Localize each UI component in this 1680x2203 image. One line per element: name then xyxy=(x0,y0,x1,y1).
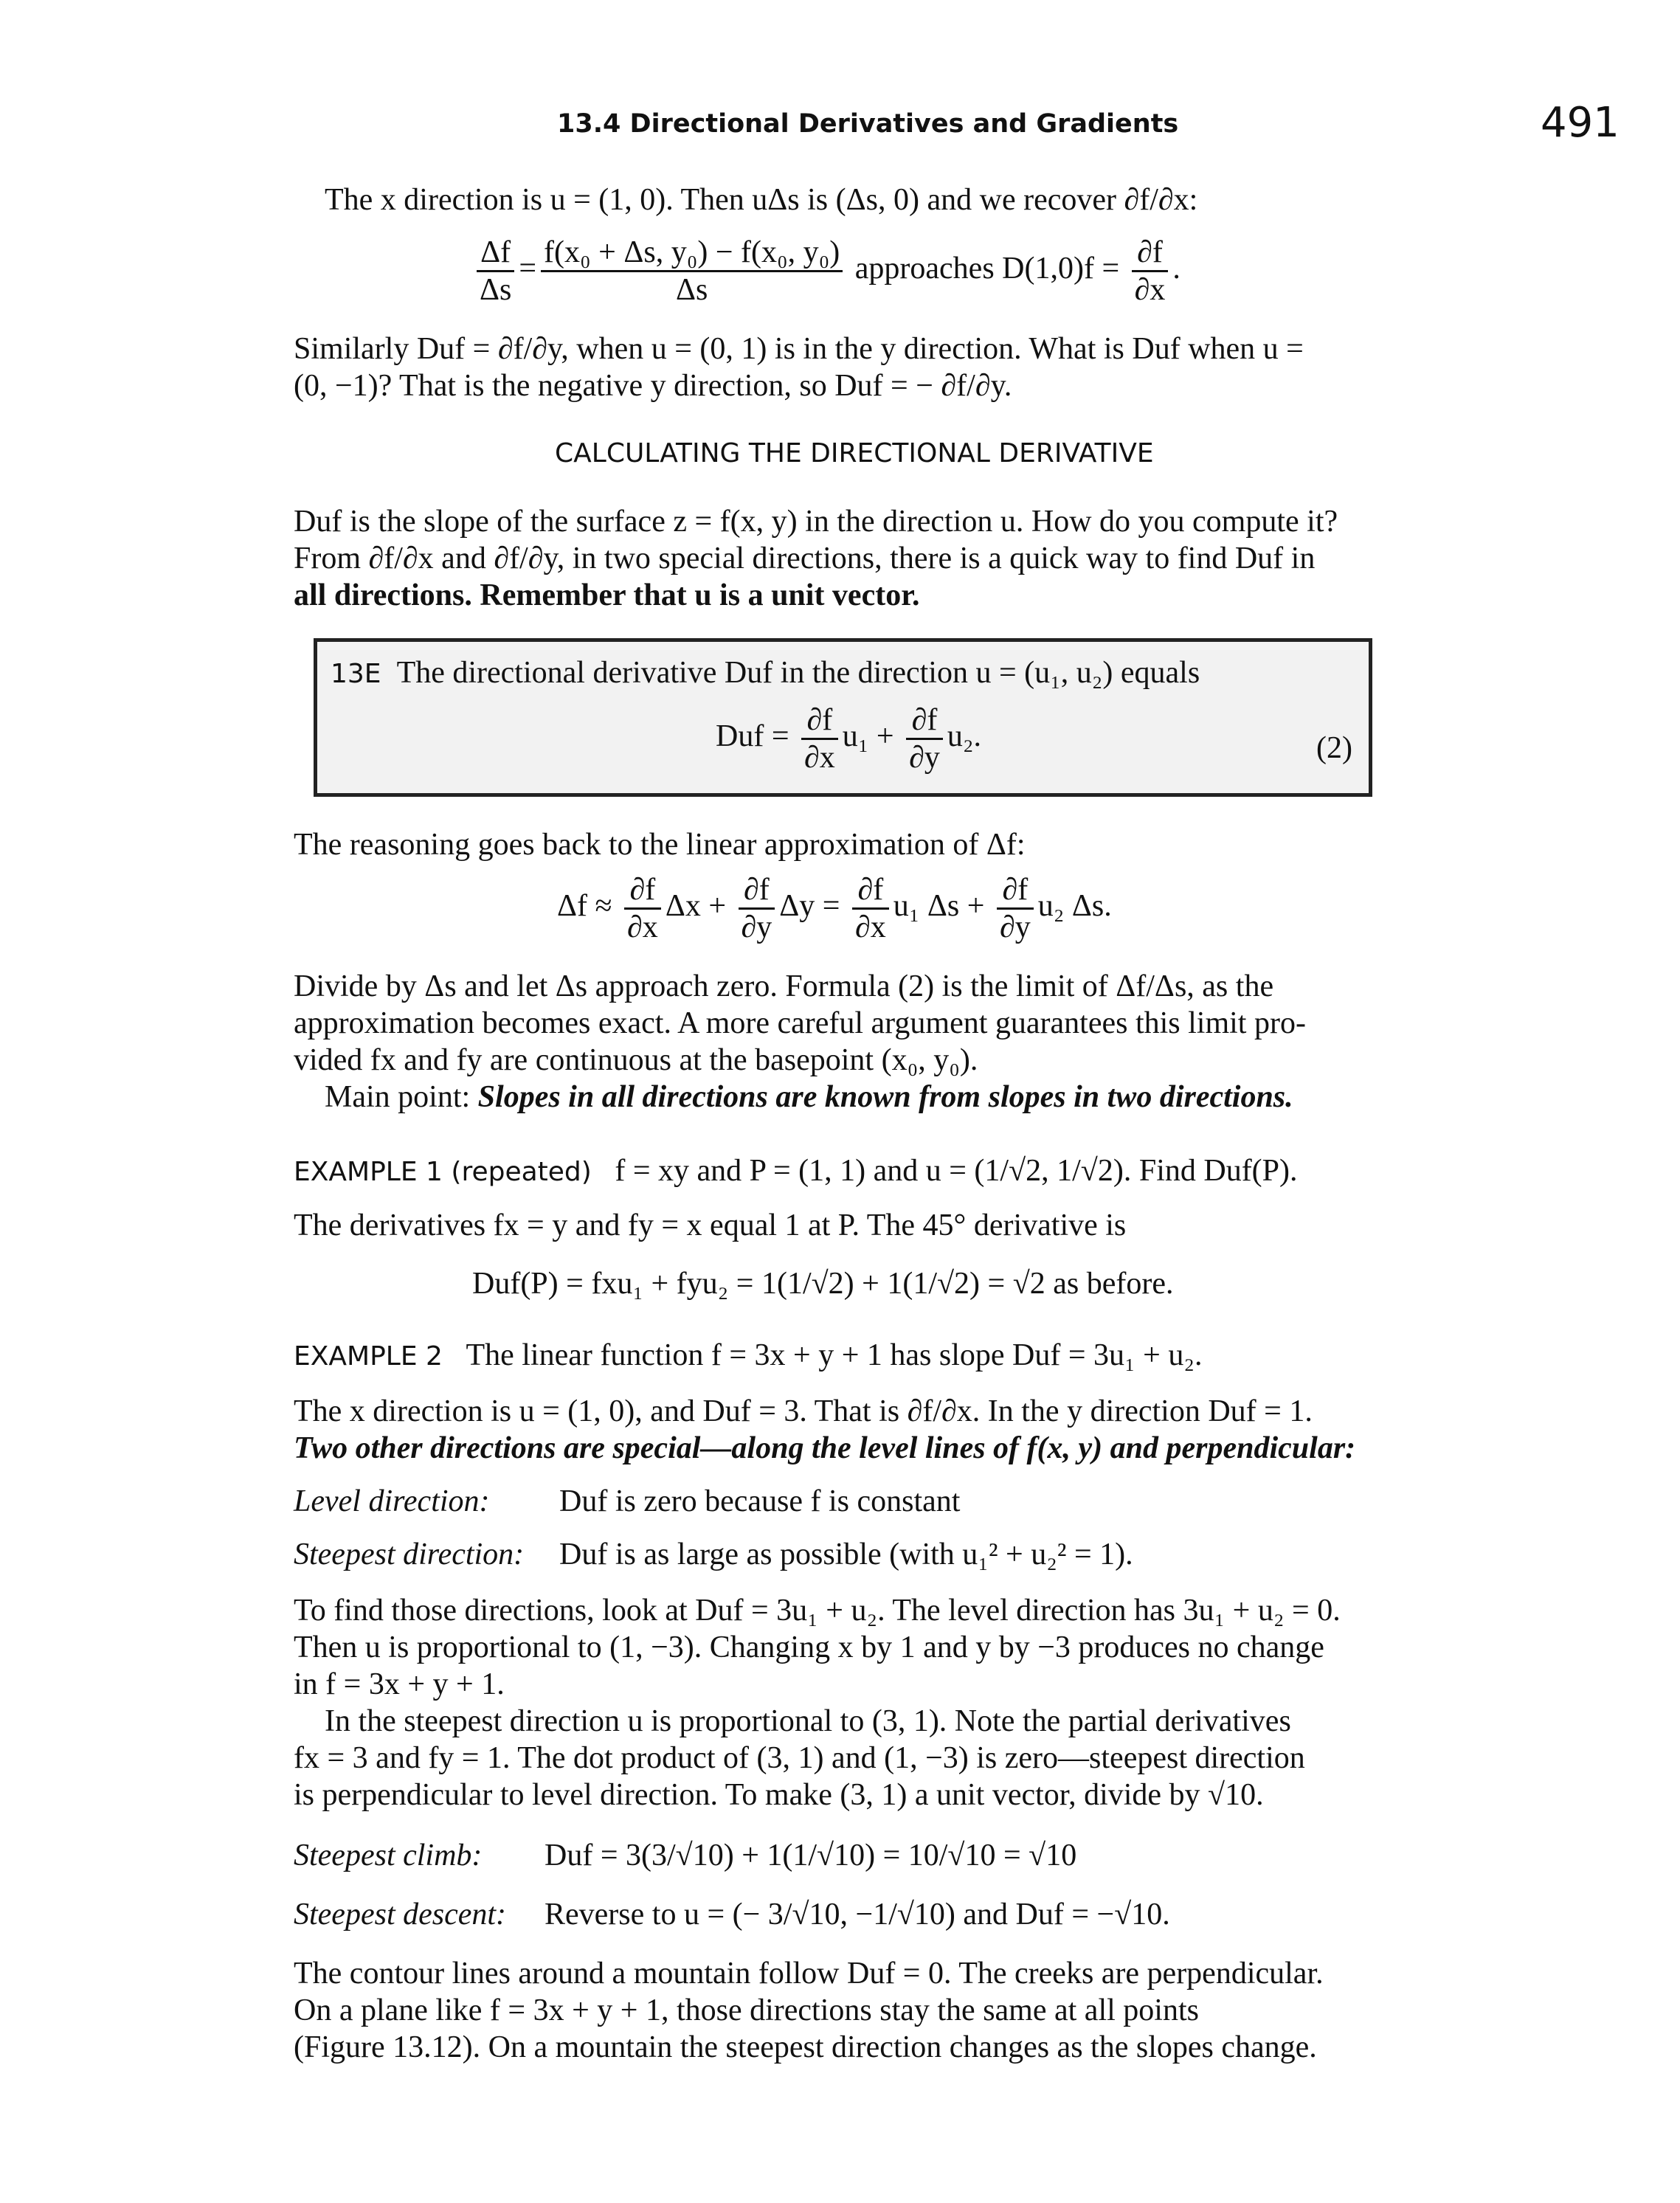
theorem-statement: The directional derivative Duf in the direction u = (u₁, u₂) equals xyxy=(396,656,1200,690)
equation-number: (2) xyxy=(1316,731,1352,765)
steepest-climb-row xyxy=(294,1837,1393,1874)
approx-term-a: Δx + xyxy=(665,889,727,924)
steepest-climb-text: Duf = 3(3/√10) + 1(1/√10) = 10/√10 = √10 xyxy=(545,1839,1077,1872)
approx-frac-3-den: ∂x xyxy=(854,910,886,944)
approx-term-c: u₁ Δs + xyxy=(893,889,985,924)
example1-heading: EXAMPLE 1 (repeated) xyxy=(294,1157,592,1187)
formula-term-1: u₁ + xyxy=(842,719,894,754)
formula-partial-y-num: ∂f xyxy=(906,702,943,740)
section-title: CALCULATING THE DIRECTIONAL DERIVATIVE xyxy=(555,438,1154,468)
theorem-formula xyxy=(716,702,981,775)
example1-line-2: The derivatives fx = y and fy = x equal 1 at P. The 45° derivative is xyxy=(294,1208,1127,1242)
approx-frac-4-den: ∂y xyxy=(999,910,1031,944)
approx-frac-2-den: ∂y xyxy=(741,910,772,944)
steepest-descent-text: Reverse to u = (− 3/√10, −1/√10) and Duf = −√10. xyxy=(545,1898,1170,1931)
approx-frac-1-num: ∂f xyxy=(624,872,661,910)
main-point-label: Main point: xyxy=(325,1080,471,1114)
main-point-emphasis: Slopes in all directions are known from slopes in two directions. xyxy=(477,1080,1293,1114)
formula-partial-x-num: ∂f xyxy=(801,702,838,740)
theorem-statement-line xyxy=(331,655,1200,691)
example2-line-3: Two other directions are special—along the level lines of f(x, y) and perpendicular: xyxy=(294,1431,1356,1465)
approx-frac-3-num: ∂f xyxy=(852,872,889,910)
steepest-climb-label: Steepest climb: xyxy=(294,1839,483,1872)
example1-display: Duf(P) = fxu₁ + fyu₂ = 1(1/√2) + 1(1/√2) = √2 as before. xyxy=(472,1267,1174,1301)
example2-p5: fx = 3 and fy = 1. The dot product of (3, 1) and (1, −3) is zero—steepest direction xyxy=(294,1741,1305,1775)
page-number: 491 xyxy=(1541,99,1619,147)
theorem-label: 13E xyxy=(331,659,381,689)
para1-line-3: all directions. Remember that u is a unit vector. xyxy=(294,578,920,612)
closing-line-3: (Figure 13.12). On a mountain the steepest direction changes as the slopes change. xyxy=(294,2030,1317,2064)
steepest-direction-label: Steepest direction: xyxy=(294,1538,525,1571)
formula-term-2: u₂. xyxy=(947,719,982,754)
running-header: 13.4 Directional Derivatives and Gradients xyxy=(557,109,1179,139)
eq-lhs-numerator: Δf xyxy=(477,235,514,272)
intro-line-1: The x direction is u = (1, 0). Then uΔs is (Δs, 0) and we recover ∂f/∂x: xyxy=(325,183,1198,217)
eq-rhs-numerator: ∂f xyxy=(1132,235,1169,272)
para1-line-1: Duf is the slope of the surface z = f(x, y) in the direction u. How do you compute it? xyxy=(294,505,1338,539)
steepest-direction-text: Duf is as large as possible (with u₁² + u₂² = 1). xyxy=(559,1538,1133,1571)
example2-heading: EXAMPLE 2 xyxy=(294,1341,443,1372)
theorem-box xyxy=(314,638,1372,797)
example2-p4: In the steepest direction u is proportional to (3, 1). Note the partial derivatives xyxy=(325,1704,1291,1738)
steepest-descent-row xyxy=(294,1896,1393,1933)
eq-mid-numerator: f(x₀ + Δs, y₀) − f(x₀, y₀) xyxy=(541,235,843,272)
example1-heading-line xyxy=(294,1152,1393,1191)
level-direction-label: Level direction: xyxy=(294,1484,490,1518)
approx-frac-4-num: ∂f xyxy=(997,872,1034,910)
level-direction-text: Duf is zero because f is constant xyxy=(559,1484,961,1518)
intro-line-3: (0, −1)? That is the negative y direction, so Duf = − ∂f/∂y. xyxy=(294,369,1012,403)
level-direction-row xyxy=(294,1483,1393,1520)
para2-line-2: approximation becomes exact. A more careful argument guarantees this limit pro- xyxy=(294,1006,1306,1040)
example2-p3: in f = 3x + y + 1. xyxy=(294,1667,505,1701)
difference-quotient-equation: $\frac{\Delta f}{\Delta s}$ = $\frac{\text{f(x₀ + Δs, y₀) − f(x₀, y₀)}}{\Delta s}$ approaches D(1,0)f = $\frac{\partial f}{\partial x}$ . xyxy=(472,235,1181,308)
eq-rhs-denominator: ∂x xyxy=(1134,273,1166,307)
eq-lhs-denominator: Δs xyxy=(480,273,512,307)
intro-line-2: Similarly Duf = ∂f/∂y, when u = (0, 1) is in the y direction. What is Duf when u = xyxy=(294,332,1304,366)
formula-partial-x-den: ∂x xyxy=(804,741,835,775)
approx-frac-1-den: ∂x xyxy=(627,910,658,944)
example2-heading-line xyxy=(294,1337,1393,1375)
example2-text: The linear function f = 3x + y + 1 has slope Duf = 3u₁ + u₂. xyxy=(466,1338,1203,1372)
example2-p2: Then u is proportional to (1, −3). Changing x by 1 and y by −3 produces no change xyxy=(294,1630,1324,1664)
approx-lhs: Δf ≈ xyxy=(557,889,612,924)
formula-partial-y-den: ∂y xyxy=(909,741,940,775)
para1-line-2: From ∂f/∂x and ∂f/∂y, in two special directions, there is a quick way to find Duf in xyxy=(294,542,1316,575)
eq-mid-denominator: Δs xyxy=(675,273,708,307)
reasoning-line: The reasoning goes back to the linear approximation of Δf: xyxy=(294,828,1026,862)
closing-line-2: On a plane like f = 3x + y + 1, those directions stay the same at all points xyxy=(294,1993,1199,2027)
steepest-direction-row xyxy=(294,1536,1393,1573)
approx-term-b: Δy = xyxy=(779,889,840,924)
example1-text: f = xy and P = (1, 1) and u = (1/√2, 1/√2). Find Duf(P). xyxy=(615,1154,1298,1188)
formula-lhs: Duf = xyxy=(716,719,789,754)
closing-line-1: The contour lines around a mountain follow Duf = 0. The creeks are perpendicular. xyxy=(294,1957,1324,1991)
example2-p6: is perpendicular to level direction. To make (3, 1) a unit vector, divide by √10. xyxy=(294,1778,1264,1812)
approx-frac-2-num: ∂f xyxy=(739,872,775,910)
steepest-descent-label: Steepest descent: xyxy=(294,1898,507,1931)
approx-term-d: u₂ Δs. xyxy=(1037,889,1112,924)
para2-main-point xyxy=(325,1079,1424,1116)
example2-line-2: The x direction is u = (1, 0), and Duf = 3. That is ∂f/∂x. In the y direction Duf = 1. xyxy=(294,1394,1313,1428)
para2-line-3: vided fx and fy are continuous at the basepoint (x₀, y₀). xyxy=(294,1043,978,1077)
linear-approximation-equation xyxy=(557,872,1112,945)
example2-p1: To find those directions, look at Duf = 3u₁ + u₂. The level direction has 3u₁ + u₂ = 0. xyxy=(294,1594,1341,1628)
para2-line-1: Divide by Δs and let Δs approach zero. Formula (2) is the limit of Δf/Δs, as the xyxy=(294,969,1274,1003)
eq-approaches: approaches D(1,0)f = xyxy=(854,252,1120,286)
